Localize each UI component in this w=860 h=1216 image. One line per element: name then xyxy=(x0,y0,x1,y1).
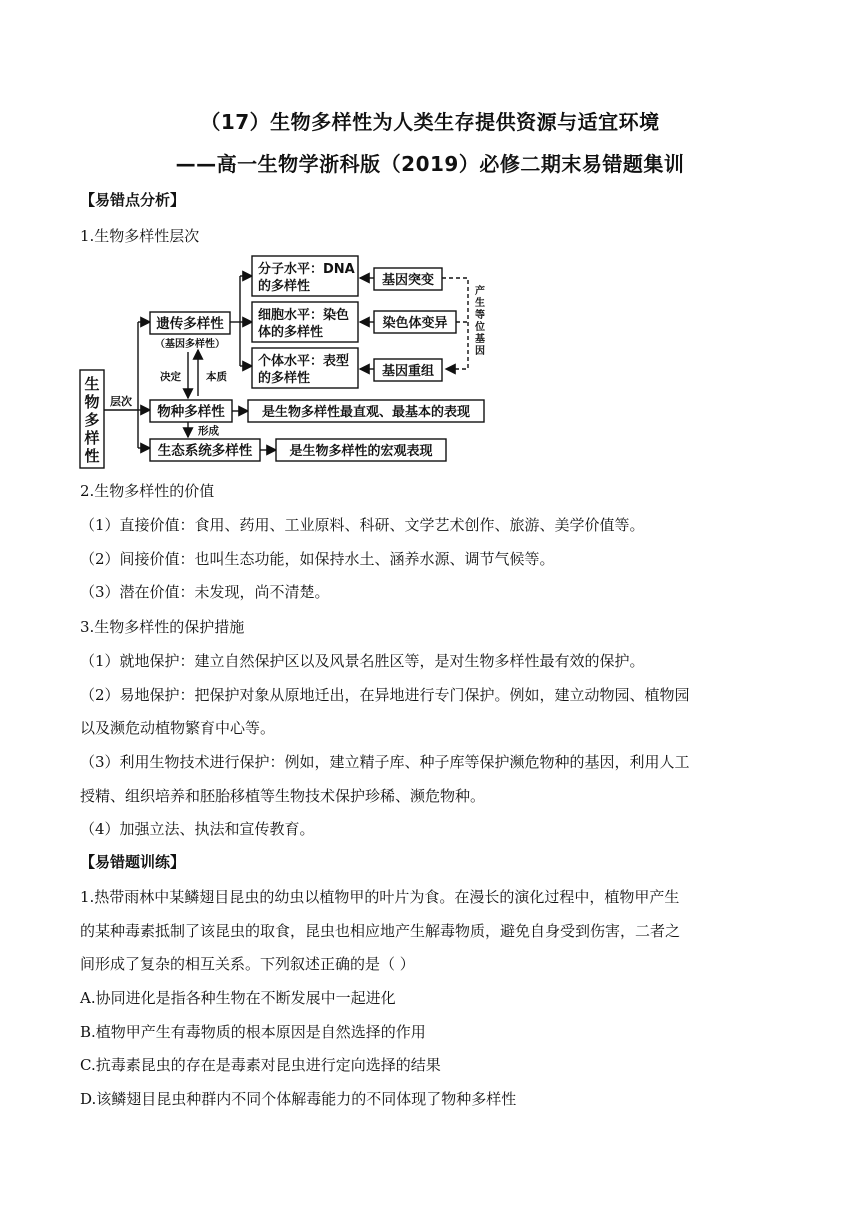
root-char: 生 xyxy=(84,375,100,393)
mutation-label: 基因突变 xyxy=(381,273,435,288)
root-edge-label: 层次 xyxy=(110,395,132,408)
allele-note-char: 基 xyxy=(475,334,485,345)
topic-protection-heading: 3.生物多样性的保护措施 xyxy=(80,618,245,636)
topic-levels-heading: 1.生物多样性层次 xyxy=(80,227,200,245)
allele-note-char: 因 xyxy=(475,346,485,357)
section-heading-analysis: 【易错点分析】 xyxy=(80,191,186,209)
individual-level-label: 个体水平：表型 xyxy=(258,354,350,369)
option-c: C.抗毒素昆虫的存在是毒素对昆虫进行定向选择的结果 xyxy=(80,1056,441,1074)
genetic-note: （基因多样性） xyxy=(155,339,225,350)
root-char: 样 xyxy=(84,429,100,447)
measure-legislation: （4）加强立法、执法和宣传教育。 xyxy=(80,820,315,838)
question-1-text: 间形成了复杂的相互关系。下列叙述正确的是（ ） xyxy=(80,955,415,973)
species-label: 物种多样性 xyxy=(157,404,225,420)
form-label: 形成 xyxy=(198,425,219,437)
value-potential: （3）潜在价值：未发现，尚不清楚。 xyxy=(80,583,330,601)
question-1-text: 的某种毒素抵制了该昆虫的取食，昆虫也相应地产生解毒物质，避免自身受到伤害，二者之 xyxy=(80,922,681,940)
value-direct: （1）直接价值：食用、药用、工业原料、科研、文学艺术创作、旅游、美学价值等。 xyxy=(80,516,645,534)
molecular-level-label: 的多样性 xyxy=(258,279,311,294)
allele-note-char: 等 xyxy=(475,310,485,321)
question-1-text: 1.热带雨林中某鳞翅目昆虫的幼虫以植物甲的叶片为食。在漫长的演化过程中，植物甲产生 xyxy=(80,888,680,906)
species-description: 是生物多样性最直观、最基本的表现 xyxy=(261,405,471,420)
value-indirect: （2）间接价值：也叫生态功能，如保持水土、涵养水源、调节气候等。 xyxy=(80,550,555,568)
measure-biotech-cont: 授精、组织培养和胚胎移植等生物技术保护珍稀、濒危物种。 xyxy=(80,787,486,805)
measure-biotech: （3）利用生物技术进行保护：例如，建立精子库、种子库等保护濒危物种的基因，利用人工 xyxy=(80,753,690,771)
cellular-level-label: 细胞水平：染色 xyxy=(258,308,350,323)
individual-level-label: 的多样性 xyxy=(258,371,311,386)
measure-ex-situ-cont: 以及濒危动植物繁育中心等。 xyxy=(80,719,276,737)
cellular-level-label: 体的多样性 xyxy=(258,325,324,340)
section-heading-practice: 【易错题训练】 xyxy=(80,853,186,871)
document-title: （17）生物多样性为人类生存提供资源与适宜环境 xyxy=(200,110,660,134)
measure-in-situ: （1）就地保护：建立自然保护区以及风景名胜区等，是对生物多样性最有效的保护。 xyxy=(80,652,645,670)
decide-label: 决定 xyxy=(160,371,181,383)
ecosystem-label: 生态系统多样性 xyxy=(157,443,253,459)
allele-note-char: 位 xyxy=(475,322,485,333)
option-b: B.植物甲产生有毒物质的根本原因是自然选择的作用 xyxy=(80,1023,426,1041)
option-a: A.协同进化是指各种生物在不断发展中一起进化 xyxy=(80,989,396,1007)
document-subtitle: ——高一生物学浙科版（2019）必修二期末易错题集训 xyxy=(175,152,685,176)
root-char: 性 xyxy=(84,447,100,465)
essence-label: 本质 xyxy=(206,371,227,383)
option-d: D.该鳞翅目昆虫种群内不同个体解毒能力的不同体现了物种多样性 xyxy=(80,1090,517,1108)
measure-ex-situ: （2）易地保护：把保护对象从原地迁出，在异地进行专门保护。例如，建立动物园、植物园 xyxy=(80,686,690,704)
chromosome-variation-label: 染色体变异 xyxy=(382,316,448,331)
topic-value-heading: 2.生物多样性的价值 xyxy=(80,482,215,500)
biodiversity-levels-diagram xyxy=(0,252,860,472)
root-char: 多 xyxy=(84,411,100,429)
genetic-label: 遗传多样性 xyxy=(156,316,224,332)
allele-note-char: 产 xyxy=(475,286,485,297)
recombination-label: 基因重组 xyxy=(381,364,435,379)
ecosystem-description: 是生物多样性的宏观表现 xyxy=(289,444,433,459)
root-char: 物 xyxy=(84,393,100,411)
allele-note-char: 生 xyxy=(475,298,485,309)
molecular-level-label: 分子水平：DNA xyxy=(258,262,355,277)
